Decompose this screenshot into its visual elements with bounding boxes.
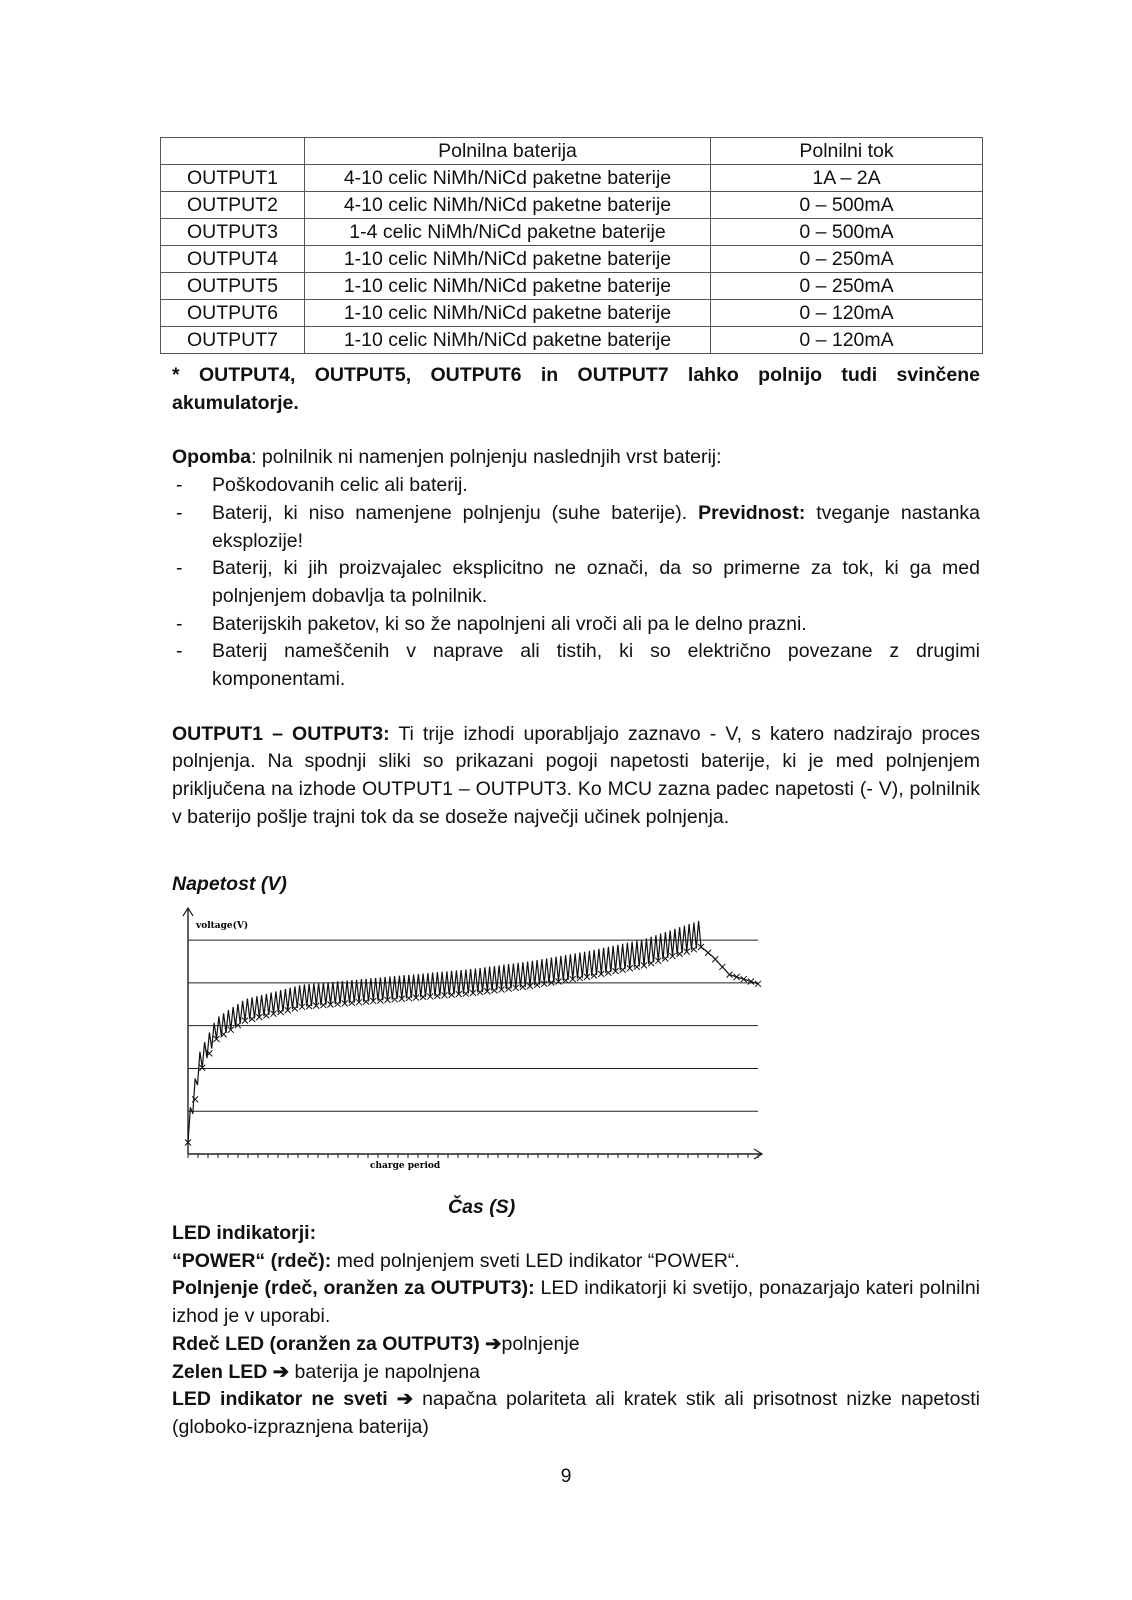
table-row <box>161 192 983 219</box>
table-cell: 4-10 celic NiMh/NiCd paketne baterije <box>305 165 711 192</box>
data-point <box>748 979 754 985</box>
led-heading: LED indikatorji: <box>172 1222 317 1244</box>
table-cell <box>161 138 305 165</box>
chart-y-label: voltage(V) <box>196 921 249 931</box>
chart-svg <box>180 906 780 1188</box>
data-point <box>705 950 711 956</box>
series-line <box>188 921 758 1143</box>
data-point <box>192 1096 198 1102</box>
table-cell: Polnilna baterija <box>305 138 711 165</box>
table-row <box>161 273 983 300</box>
table-cell: OUTPUT6 <box>161 300 305 327</box>
table-row <box>161 165 983 192</box>
table-cell: OUTPUT5 <box>161 273 305 300</box>
table-cell: OUTPUT3 <box>161 219 305 246</box>
table-cell: 0 – 250mA <box>711 273 983 300</box>
table-cell: OUTPUT2 <box>161 192 305 219</box>
data-point <box>741 976 747 982</box>
footnote: * OUTPUT4, OUTPUT5, OUTPUT6 in OUTPUT7 lahko polnijo tudi svinčene akumulatorje. <box>172 364 980 414</box>
table-cell: 1-10 celic NiMh/NiCd paketne baterije <box>305 300 711 327</box>
led-section <box>172 1220 980 1442</box>
arrow-icon: ➔ <box>485 1332 502 1355</box>
table-cell: OUTPUT4 <box>161 246 305 273</box>
voltage-chart <box>180 906 780 1188</box>
led-charge: Polnjenje (rdeč, oranžen za OUTPUT3): LED indikatorji ki svetijo, ponazarjajo kateri polnilni izhod je v uporabi. <box>172 1277 981 1328</box>
data-point <box>719 964 725 970</box>
table-row <box>161 219 983 246</box>
body-text <box>172 362 980 832</box>
charging-table <box>160 137 983 354</box>
list-item: - Baterij, ki niso namenjene polnjenju (suhe baterije). Previdnost: tveganje nastanka eksplozije! <box>176 501 981 552</box>
data-point <box>755 981 761 987</box>
list-item: - Baterij nameščenih v naprave ali tistih, ki so električno povezane z drugimi komponentami. <box>176 640 980 691</box>
table-cell: Polnilni tok <box>711 138 983 165</box>
data-point <box>727 972 733 978</box>
table-cell: 1-4 celic NiMh/NiCd paketne baterije <box>305 219 711 246</box>
led-green: Zelen LED ➔ baterija je napolnjena <box>172 1360 480 1383</box>
chart-x-label: charge period <box>370 1161 441 1171</box>
table-cell: 0 – 120mA <box>711 327 983 354</box>
led-red: Rdeč LED (oranžen za OUTPUT3) ➔polnjenje <box>172 1332 580 1355</box>
chart-y-caption: Napetost (V) <box>172 873 287 895</box>
table-cell: OUTPUT1 <box>161 165 305 192</box>
table-cell: 4-10 celic NiMh/NiCd paketne baterije <box>305 192 711 219</box>
arrow-icon: ➔ <box>396 1388 414 1411</box>
table-cell: 1-10 celic NiMh/NiCd paketne baterije <box>305 273 711 300</box>
note-list <box>172 472 980 694</box>
list-item: - Baterijskih paketov, ki so že napolnjeni ali vroči ali pa le delno prazni. <box>176 612 807 635</box>
table-header-row <box>161 138 983 165</box>
data-point <box>712 956 718 962</box>
outputs-paragraph: OUTPUT1 – OUTPUT3: Ti trije izhodi uporabljajo zaznavo - V, s katero nadzirajo proces polnjenja. Na spodnji sliki so prikazani pogoji napetosti baterije, ki je med polnjenjem priključena na izhode OUTPUT1 – OUTPUT3. Ko MCU zazna padec napetosti (- V), polnilnik v baterijo pošlje trajni tok da se doseže največji učinek polnjenja. <box>172 722 981 828</box>
table-cell: 1A – 2A <box>711 165 983 192</box>
table-row <box>161 300 983 327</box>
table-cell: 0 – 120mA <box>711 300 983 327</box>
table-cell: 0 – 250mA <box>711 246 983 273</box>
data-point <box>734 974 740 980</box>
arrow-icon: ➔ <box>272 1360 290 1383</box>
led-power: “POWER“ (rdeč): med polnjenjem sveti LED indikator “POWER“. <box>172 1249 740 1272</box>
table-cell: 1-10 celic NiMh/NiCd paketne baterije <box>305 246 711 273</box>
list-item: - Baterij, ki jih proizvajalec eksplicitno ne označi, da so primerne za tok, ki ga med polnjenjem dobavlja ta polnilnik. <box>176 557 980 607</box>
table-cell: OUTPUT7 <box>161 327 305 354</box>
table-cell: 0 – 500mA <box>711 219 983 246</box>
note-intro: Opomba: polnilnik ni namenjen polnjenju naslednjih vrst baterij: <box>172 446 722 469</box>
led-off: LED indikator ne sveti ➔ napačna polariteta ali kratek stik ali prisotnost nizke napetosti (globoko-izpraznjena baterija) <box>172 1388 980 1438</box>
list-item: - Poškodovanih celic ali baterij. <box>176 474 468 497</box>
table-cell: 1-10 celic NiMh/NiCd paketne baterije <box>305 327 711 354</box>
table-row <box>161 327 983 354</box>
chart-x-caption: Čas (S) <box>448 1196 516 1218</box>
table-row <box>161 246 983 273</box>
table-cell: 0 – 500mA <box>711 192 983 219</box>
page-number: 9 <box>560 1465 572 1487</box>
